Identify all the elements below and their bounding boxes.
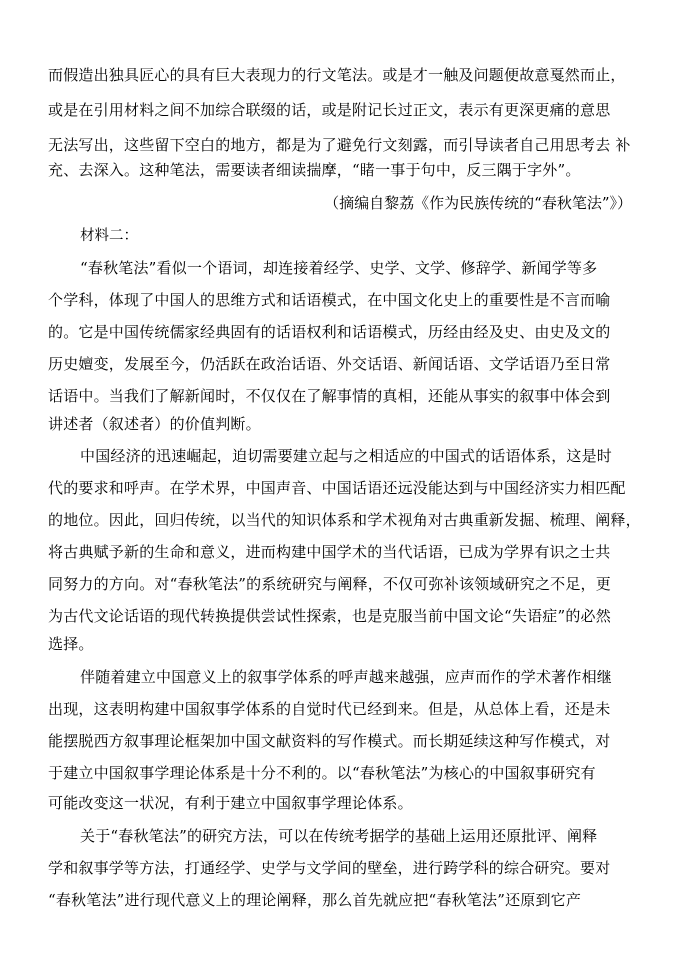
text-line: 历史嬗变，发展至今，仍活跃在政治话语、外交话语、新闻话语、文学话语乃至日常 (48, 355, 611, 373)
text-line: 或是在引用材料之间不加综合联缀的话，或是附记长过正文，表示有更深更痛的意思 (48, 101, 611, 119)
section-label: 材料二： (80, 228, 138, 244)
text-line: 同努力的方向。对“春秋笔法”的系统研究与阐释，不仅可弥补该领域研究之不足，更 (48, 575, 611, 593)
text-line: 中国经济的迅速崛起，迫切需要建立起与之相适应的中国式的话语体系，这是时 (80, 447, 613, 465)
text-line: 代的要求和呼声。在学术界，中国声音、中国话语还远没能达到与中国经济实力相匹配 (48, 479, 626, 497)
text-line: “春秋笔法”进行现代意义上的理论阐释，那么首先就应把“春秋笔法”还原到它产 (48, 891, 582, 909)
text-line: “春秋笔法”看似一个语词，却连接着经学、史学、文学、修辞学、新闻学等多 (80, 259, 598, 277)
text-line: 而假造出独具匠心的具有巨大表现力的行文笔法。或是才一触及问题便故意戛然而止， (48, 66, 626, 84)
text-line: 可能改变这一状况，有利于建立中国叙事学理论体系。 (48, 794, 413, 812)
text-line: 的地位。因此，回归传统，以当代的知识体系和学术视角对古典重新发掘、梳理、阐释， (48, 511, 641, 529)
text-line: 选择。 (48, 635, 94, 653)
text-line: 的。它是中国传统儒家经典固有的话语权利和话语模式，历经由经及史、由史及文的 (48, 323, 611, 341)
text-line: 关于“春秋笔法”的研究方法，可以在传统考据学的基础上运用还原批评、阐释 (80, 827, 598, 845)
source-citation: （摘编自黎荔《作为民族传统的“春秋笔法”》） (324, 194, 632, 212)
text-line: 话语中。当我们了解新闻时，不仅仅在了解事情的真相，还能从事实的叙事中体会到 (48, 387, 611, 405)
text-line: 无法写出，这些留下空白的地方，都是为了避免行文刻露，而引导读者自己用思考去 补 (48, 136, 631, 154)
text-line: 充、去深入。这种笔法，需要读者细读揣摩，“睹一事于句中，反三隅于字外”。 (48, 161, 581, 179)
text-line: 于建立中国叙事学理论体系是十分不利的。以“春秋笔法”为核心的中国叙事研究有 (48, 764, 596, 782)
text-line: 出现，这表明构建中国叙事学体系的自觉时代已经到来。但是，从总体上看，还是未 (48, 700, 611, 718)
text-line: 伴随着建立中国意义上的叙事学体系的呼声越来越强，应声而作的学术著作相继 (80, 668, 613, 686)
text-line: 讲述者（叙述者）的价值判断。 (48, 415, 261, 433)
text-line: 个学科，体现了中国人的思维方式和话语模式，在中国文化史上的重要性是不言而喻 (48, 291, 611, 309)
text-line: 能摆脱西方叙事理论框架加中国文献资料的写作模式。而长期延续这种写作模式，对 (48, 732, 611, 750)
text-line: 将古典赋予新的生命和意义，进而构建中国学术的当代话语，已成为学界有识之士共 (48, 543, 611, 561)
text-line: 学和叙事学等方法，打通经学、史学与文学间的壁垒，进行跨学科的综合研究。要对 (48, 859, 611, 877)
text-line: 为古代文论话语的现代转换提供尝试性探索，也是克服当前中国文论“失语症”的必然 (48, 607, 611, 625)
